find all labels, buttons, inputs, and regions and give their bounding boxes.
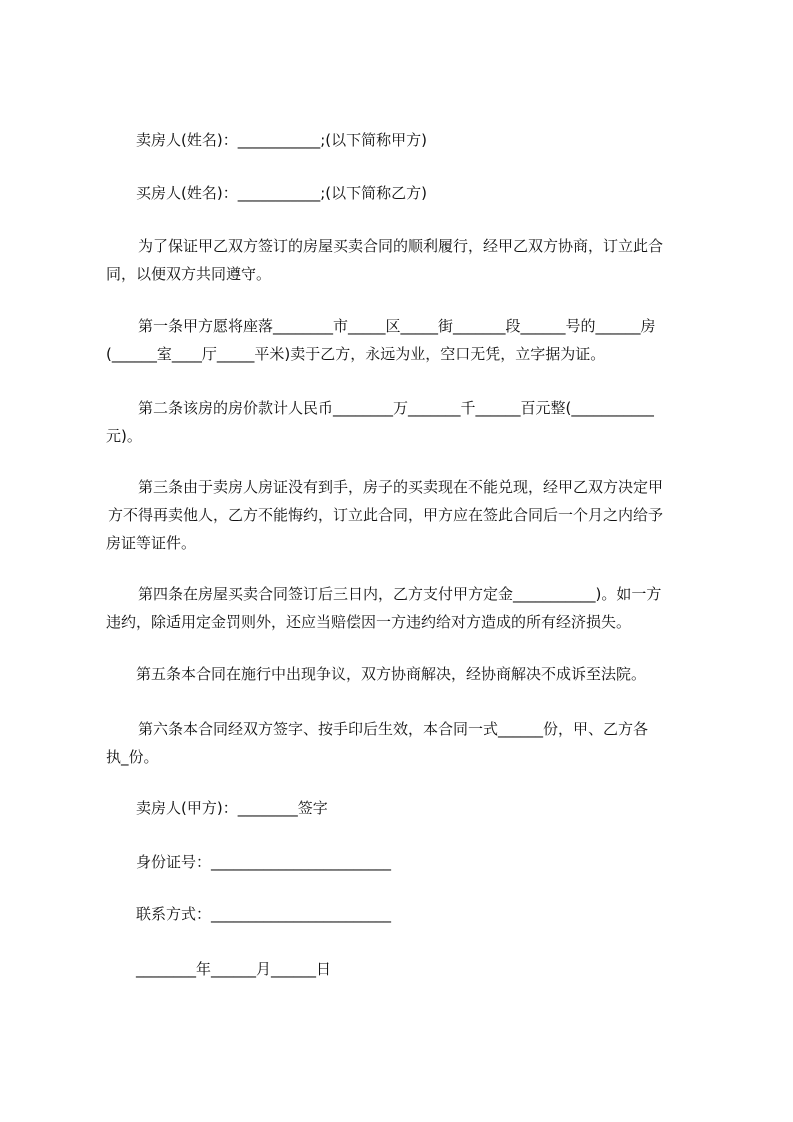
- article6-line-1: 第六条本合同经双方签字、按手印后生效，本合同一式______份，甲、乙方各: [138, 720, 649, 738]
- article5-line: 第五条本合同在施行中出现争议，双方协商解决，经协商解决不成诉至法院。: [136, 665, 647, 683]
- seller-signature-line: 卖房人(甲方)：________签字: [136, 799, 328, 817]
- article2-line-1: 第二条该房的房价款计人民币________万_______千______百元整(___________: [138, 399, 654, 417]
- article6-line-2: 执_份。: [106, 748, 159, 766]
- article3-line-3: 房证等证件。: [106, 534, 197, 552]
- id-number-line: 身份证号：________________________: [136, 853, 392, 871]
- article2-line-2: 元)。: [106, 427, 142, 445]
- article3-line-2: 方不得再卖他人，乙方不能悔约，订立此合同，甲方应在签此合同后一个月之内给予: [108, 506, 664, 524]
- seller-name-line: 卖房人(姓名)：___________;(以下简称甲方): [136, 131, 427, 149]
- article4-line-2: 违约，除适用定金罚则外，还应当赔偿因一方违约给对方造成的所有经济损失。: [106, 613, 632, 631]
- article4-line-1: 第四条在房屋买卖合同签订后三日内，乙方支付甲方定金___________)。如一方: [138, 585, 662, 603]
- contact-line: 联系方式：________________________: [136, 905, 392, 923]
- article1-line-1: 第一条甲方愿将座落________市_____区_____街_______段______号的______房: [138, 317, 656, 335]
- intro-paragraph-line-1: 为了保证甲乙双方签订的房屋买卖合同的顺利履行，经甲乙双方协商，订立此合: [138, 237, 664, 255]
- buyer-name-line: 买房人(姓名)：___________;(以下简称乙方): [136, 184, 427, 202]
- date-line: ________年______月______日: [136, 960, 332, 978]
- article3-line-1: 第三条由于卖房人房证没有到手，房子的买卖现在不能兑现，经甲乙双方决定甲: [138, 478, 664, 496]
- article1-line-2: (______室____厅_____平米)卖于乙方，永远为业，空口无凭，立字据为证。: [106, 345, 606, 363]
- intro-paragraph-line-2: 同，以便双方共同遵守。: [106, 265, 272, 283]
